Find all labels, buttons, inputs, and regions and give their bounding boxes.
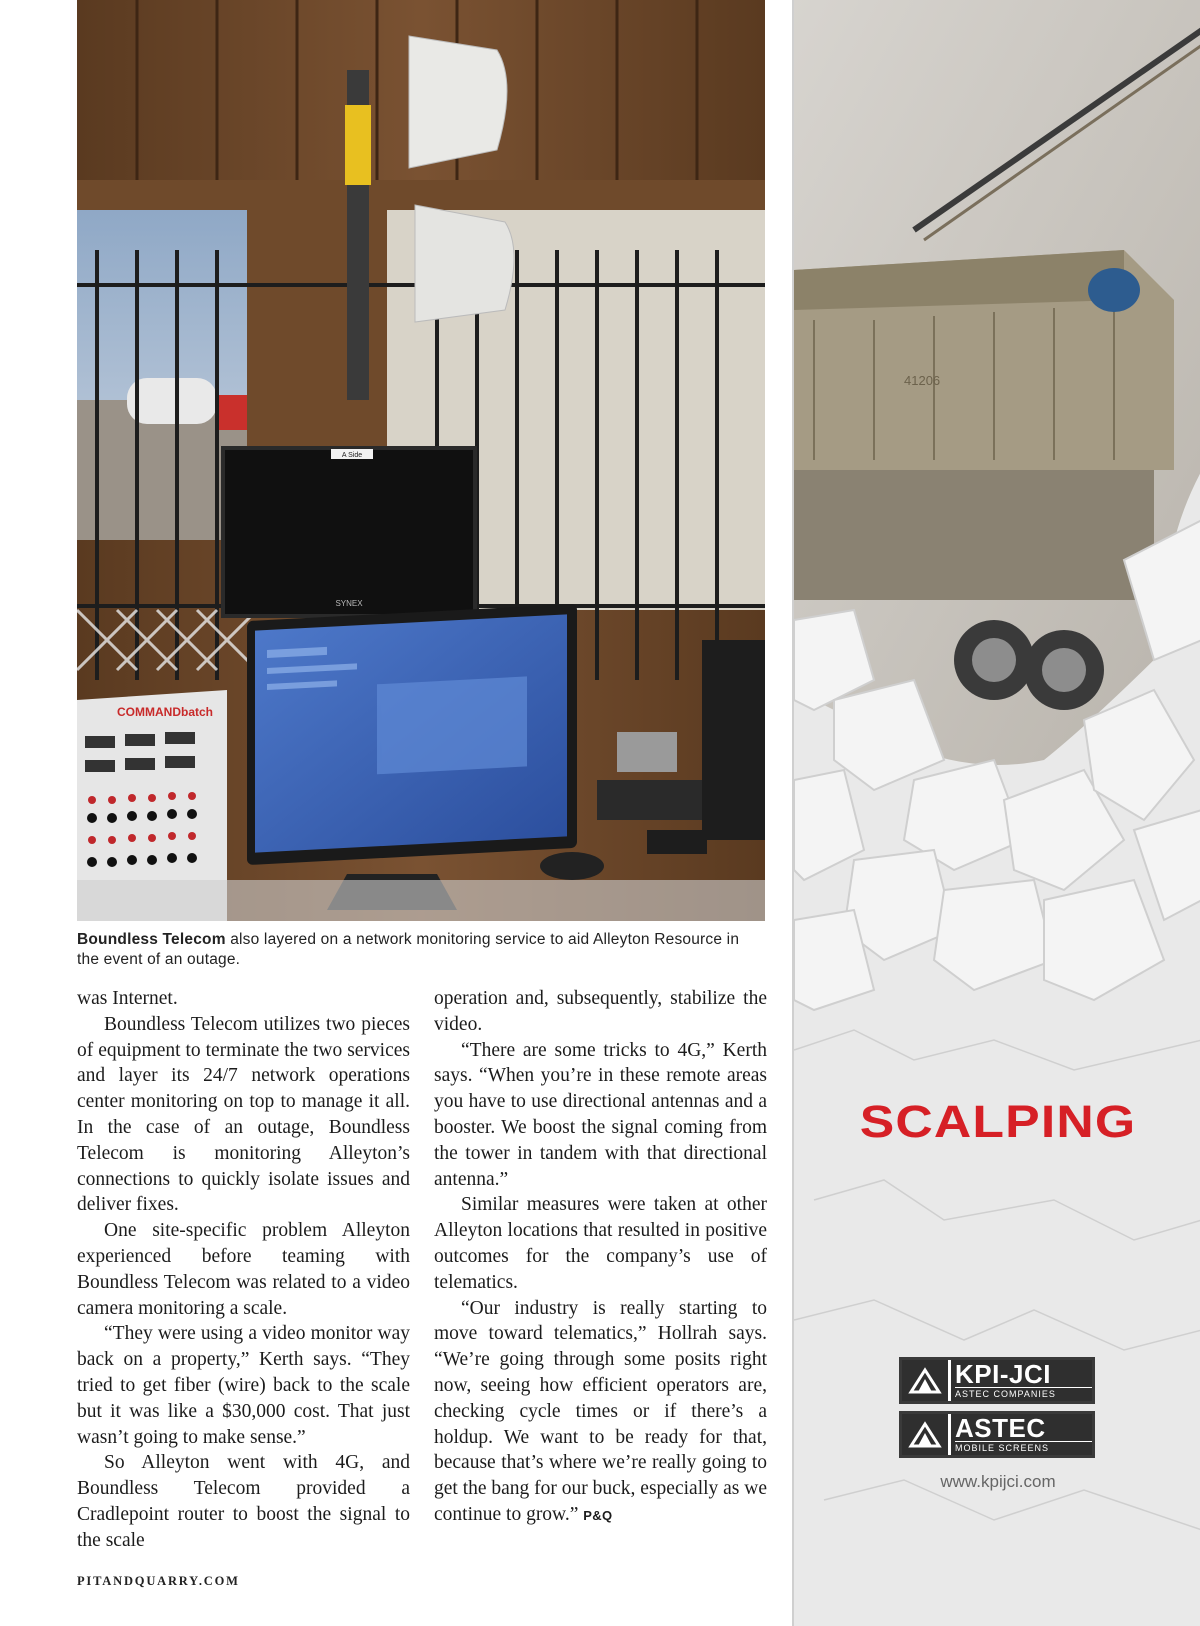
triangle-logo-icon [902,1414,948,1455]
commandbatch-label: COMMANDbatch [117,705,213,719]
triangle-logo-icon [902,1360,948,1401]
article-photo [77,0,765,921]
advertisement[interactable] [792,0,1200,1626]
monitor-brand: SYNEX [335,599,363,608]
end-mark: P&Q [583,1507,613,1523]
sign-label: A Side [341,452,363,459]
paragraph-text: “Our industry is really starting to move toward telematics,” Hollrah says. “We’re going through some posits right now, seeing how efficient operators are, checking cycle times or if there’s a holdup. We want to be ready for that, because that’s where we’re really going to get the bang for our buck, especially as we continue to grow.” [434,1297,768,1525]
paragraph: was Internet. [77,988,178,1009]
caption-text: also layered on a network monitoring service to aid Alleyton Resource in the event of an outage. [77,931,740,968]
logo-name: KPI-JCI [955,1359,1051,1389]
paragraph: “They were using a video monitor way back on a property,” Kerth says. “They tried to get fiber (wire) back to the scale but it was like a $30,000 cost. That just wasn’t going to make sense.” [77,1323,410,1448]
ad-website-link[interactable]: www.kpijci.com [940,1472,1056,1491]
paragraph-final [434,1296,767,1529]
astec-logo[interactable] [899,1411,1095,1458]
ad-headline: SCALPING [859,1096,1137,1147]
paragraph: operation and, subsequently, stabilize the video. [434,988,767,1035]
paragraph: So Alleyton went with 4G, and Boundless Telecom provided a Cradlepoint router to boost the signal to the scale [77,1452,410,1551]
article-column-right [434,986,767,1529]
article-column-left [77,986,410,1554]
logo-tagline: MOBILE SCREENS [955,1441,1092,1453]
paragraph: Similar measures were taken at other Alleyton locations that resulted in positive outcomes for the company’s use of telematics. [434,1194,767,1293]
machine-number: 41206 [904,373,941,388]
logo-name: ASTEC [955,1413,1046,1443]
caption-bold: Boundless Telecom [77,931,226,948]
paragraph: One site-specific problem Alleyton experienced before teaming with Boundless Telecom was related to a video camera monitoring a scale. [77,1220,410,1319]
kpi-jci-logo[interactable] [899,1357,1095,1404]
paragraph: “There are some tricks to 4G,” Kerth says. “When you’re in these remote areas you have to use directional antennas and a booster. We boost the signal coming from the tower in tandem with that directional antenna.” [434,1039,767,1190]
paragraph: Boundless Telecom utilizes two pieces of equipment to terminate the two services and layer its 24/7 network operations center monitoring on top to manage it all. In the case of an outage, Boundless Telecom is monitoring Alleyton’s connections to quickly isolate issues and deliver fixes. [77,1013,410,1216]
page-folio: PITANDQUARRY.COM [77,1574,240,1588]
control-room-photo [77,0,765,921]
logo-tagline: ASTEC COMPANIES [955,1387,1092,1399]
photo-caption [77,930,757,970]
